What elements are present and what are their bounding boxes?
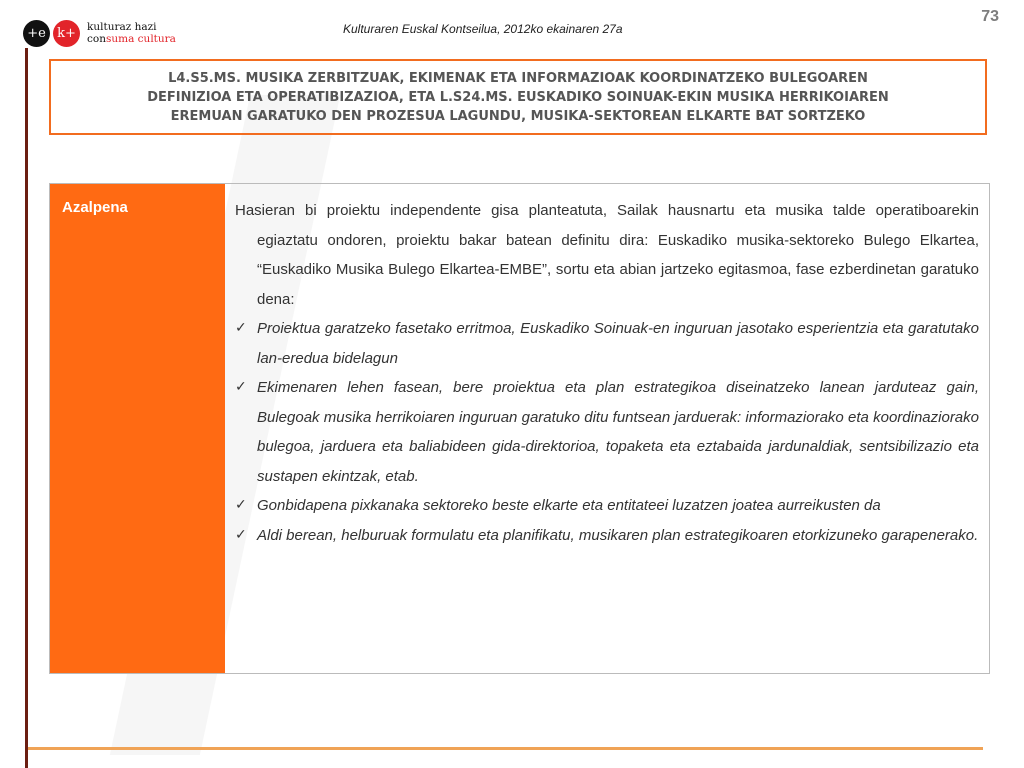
logo-line-2-prefix: con: [87, 33, 106, 45]
bullet-text: Gonbidapena pixkanaka sektoreko beste elkarte eta entitateei luzatzen joatea aurreikusten da: [257, 497, 881, 514]
list-item: [235, 491, 979, 521]
section-title-box: [49, 59, 987, 135]
checkmark-icon: ✓: [235, 379, 247, 395]
checkmark-icon: ✓: [235, 320, 247, 336]
title-line-3: EREMUAN GARATUKO DEN PROZESUA LAGUNDU, MUSIKA-SEKTOREAN ELKARTE BAT SORTZEKO: [170, 108, 866, 124]
page-number: 73: [981, 8, 999, 25]
bottom-horizontal-rule: [28, 747, 983, 750]
section-title: [147, 69, 889, 126]
checkmark-icon: ✓: [235, 526, 247, 543]
list-item: [235, 373, 979, 491]
list-item: [235, 314, 979, 373]
explanation-table: [49, 183, 990, 674]
row-label: Azalpena: [62, 199, 128, 216]
logo-line-1: kulturaz hazi: [87, 21, 157, 33]
left-vertical-rule: [25, 48, 28, 768]
header-caption: Kulturaren Euskal Kontseilua, 2012ko ekainaren 27a: [343, 22, 623, 36]
row-content-cell: [225, 184, 989, 673]
bullet-text: Ekimenaren lehen fasean, bere proiektua eta plan estrategikoa diseinatzeko lanean jarduteaz gain, Bulegoak musika herrikoiaren inguruan garatuko ditu funtsean jarduerak: informaziorako eta koordinaziorako bulegoa, jarduera eta baliabideen gida-direktorioa, topaketa eta eztabaida jardunaldiak, sentsibilizazio eta sustapen ekintzak, etab.: [257, 379, 979, 485]
organization-logo: [23, 16, 176, 50]
bullet-text: Aldi berean, helburuak formulatu eta planifikatu, musikaren plan estrategikoaren etorkizuneko garapenerako.: [257, 526, 979, 544]
title-line-1: L4.S5.MS. MUSIKA ZERBITZUAK, EKIMENAK ETA INFORMAZIOAK KOORDINATZEKO BULEGOAREN: [168, 70, 868, 86]
logo-mark-plus-e: +e: [23, 20, 50, 47]
title-line-2: DEFINIZIOA ETA OPERATIBIZAZIOA, ETA L.S24.MS. EUSKADIKO SOINUAK-EKIN MUSIKA HERRIKOIAREN: [147, 89, 889, 105]
bullet-list: [235, 314, 979, 550]
checkmark-icon: ✓: [235, 497, 247, 513]
logo-line-2: [87, 33, 176, 45]
logo-mark-k-plus: k+: [53, 20, 80, 47]
intro-paragraph: Hasieran bi proiektu independente gisa planteatuta, Sailak hausnartu eta musika talde operatiboarekin egiaztatu ondoren, proiektu bakar batean definitu dira: Euskadiko musika-sektoreko Bulego Elkartea, “Euskadiko Musika Bulego Elkartea-EMBE”, sortu eta abian jartzeko egitasmoa, fase ezberdinetan garatuko dena:: [235, 202, 979, 308]
logo-line-2-suffix: suma cultura: [105, 33, 176, 45]
logo-wordmark: [87, 21, 176, 45]
row-label-cell: [50, 184, 225, 673]
bullet-text: Proiektua garatzeko fasetako erritmoa, Euskadiko Soinuak-en inguruan jasotako esperientzia eta garatutako lan-eredua bidelagun: [257, 320, 979, 367]
list-item: [235, 521, 979, 551]
